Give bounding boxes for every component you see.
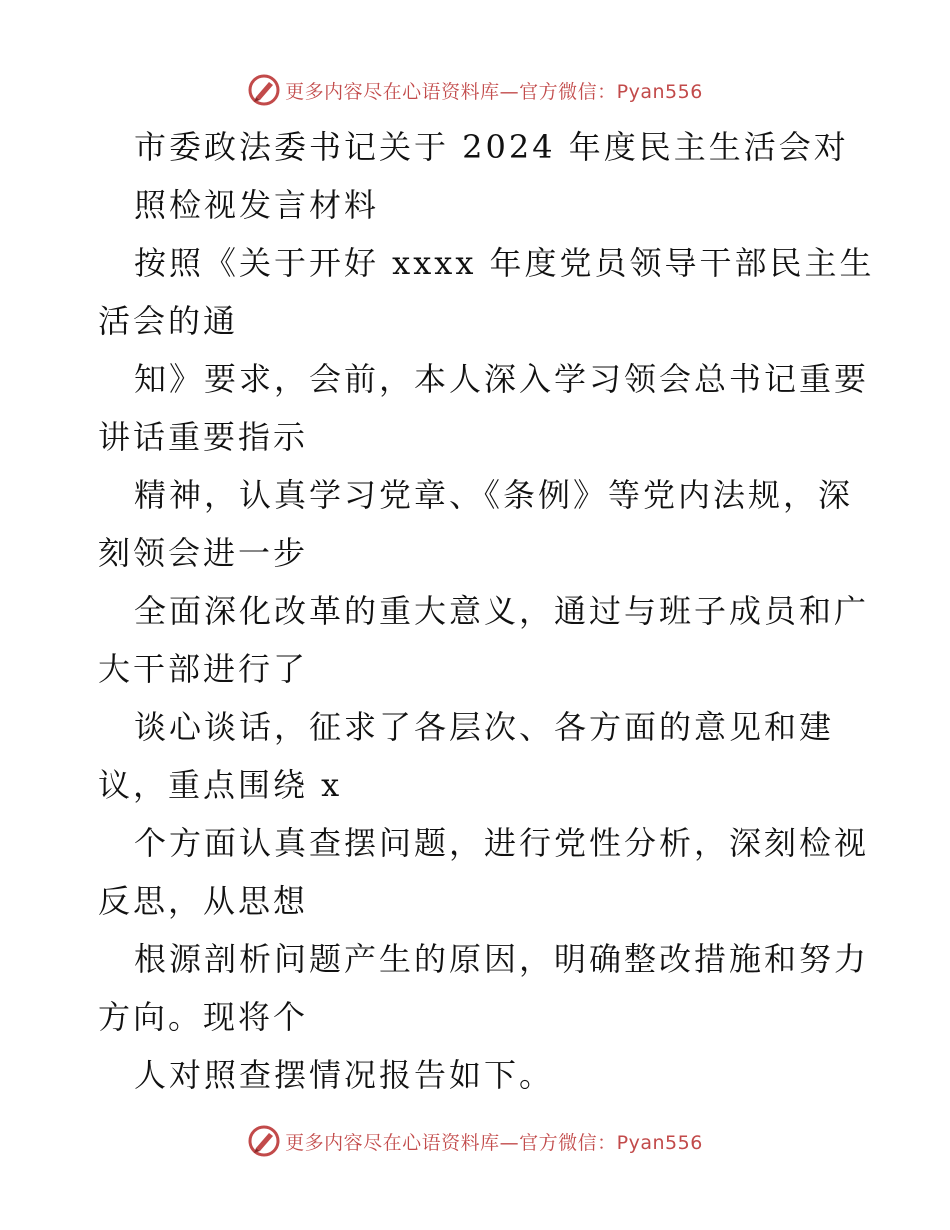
paragraph-line: 方向。现将个 bbox=[98, 998, 309, 1036]
paragraph-line: 按照《关于开好 xxxx 年度党员领导干部民主生 bbox=[134, 244, 875, 282]
header-watermark bbox=[0, 70, 950, 110]
paragraph-line: 人对照查摆情况报告如下。 bbox=[134, 1056, 555, 1094]
document-body bbox=[98, 118, 875, 1104]
paragraph-line: 精神，认真学习党章、《条例》等党内法规，深 bbox=[134, 476, 854, 514]
paragraph-line: 讲话重要指示 bbox=[98, 418, 309, 456]
watermark-text: 更多内容尽在心语资料库—官方微信：Pyan556 bbox=[285, 80, 703, 103]
paragraph-line: 个方面认真查摆问题，进行党性分析，深刻检视 bbox=[134, 824, 870, 862]
paragraph-line: 议，重点围绕 x bbox=[98, 766, 343, 804]
paragraph-line: 知》要求，会前，本人深入学习领会总书记重要 bbox=[134, 360, 870, 398]
footer-watermark bbox=[0, 1121, 950, 1161]
paragraph-line: 反思，从思想 bbox=[98, 882, 309, 920]
paragraph-line: 全面深化改革的重大意义，通过与班子成员和广 bbox=[134, 592, 870, 630]
pen-seal-logo-icon bbox=[247, 1124, 281, 1158]
paragraph-line: 活会的通 bbox=[98, 302, 239, 340]
watermark-text: 更多内容尽在心语资料库—官方微信：Pyan556 bbox=[285, 1131, 703, 1154]
paragraph-line: 根源剖析问题产生的原因，明确整改措施和努力 bbox=[134, 940, 870, 978]
title-line: 市委政法委书记关于 2024 年度民主生活会对 bbox=[134, 128, 849, 166]
paragraph-line: 大干部进行了 bbox=[98, 650, 309, 688]
pen-seal-logo-icon bbox=[247, 73, 281, 107]
paragraph-line: 刻领会进一步 bbox=[98, 534, 309, 572]
paragraph-line: 谈心谈话，征求了各层次、各方面的意见和建 bbox=[134, 708, 835, 746]
title-line: 照检视发言材料 bbox=[134, 186, 380, 224]
